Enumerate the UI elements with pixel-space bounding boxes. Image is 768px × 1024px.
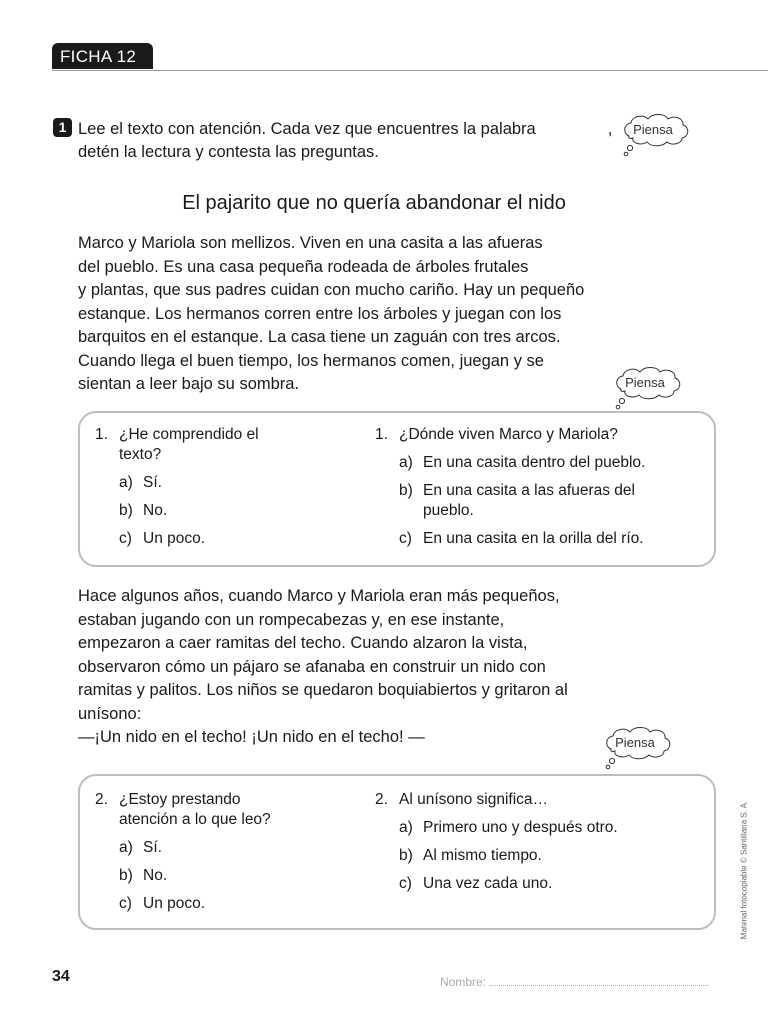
answer-option[interactable]: c) Un poco. <box>119 895 206 912</box>
answer-option[interactable]: c) En una casita en la orilla del río. <box>399 530 644 547</box>
text-line: observaron cómo un pájaro se afanaba en construir un nido con <box>78 657 546 676</box>
text-line: barquitos en el estanque. La casa tiene un zaguán con tres arcos. <box>78 328 561 346</box>
question: 1. ¿Dónde viven Marco y Mariola? <box>375 426 618 443</box>
answer-option[interactable]: b) No. <box>119 867 168 884</box>
text-line: ramitas y palitos. Los niños se quedaron boquiabiertos y gritaron al <box>78 681 568 699</box>
piensa-cloud-icon <box>621 112 693 158</box>
answer-option[interactable]: c) Una vez cada uno. <box>399 875 553 892</box>
answer-option[interactable]: b) Al mismo tiempo. <box>399 847 542 864</box>
copyright-notice: Material fotocopiable © Santillana S. A. <box>739 800 749 940</box>
text-line: Cuando llega el buen tiempo, los hermanos comen, juegan y se <box>78 351 544 370</box>
text-line: y plantas, que sus padres cuidan con mucho cariño. Hay un pequeño <box>78 281 585 299</box>
question-box-1-left <box>95 425 325 557</box>
text-line: estaban jugando con un rompecabezas y, en ese instante, <box>78 610 505 629</box>
question-box-1-right <box>375 425 695 557</box>
instruction-comma: , <box>607 120 613 138</box>
text-line: Marco y Mariola son mellizos. Viven en una casita a las afueras <box>78 234 543 252</box>
answer-option[interactable]: a) Sí. <box>119 474 162 491</box>
answer-option[interactable]: c) Un poco. <box>119 530 206 547</box>
text-line: del pueblo. Es una casa pequeña rodeada de árboles frutales <box>78 257 529 276</box>
question: 1. ¿He comprendido el texto? <box>95 426 259 463</box>
answer-option[interactable]: a) Sí. <box>119 839 162 856</box>
piensa-label: Piensa <box>625 375 665 390</box>
question: 2. Al unísono significa… <box>375 791 549 808</box>
question: 2. ¿Estoy prestando atención a lo que leo? <box>95 791 271 828</box>
story-paragraph-2 <box>78 585 678 750</box>
instruction-number-badge: 1 <box>53 118 72 137</box>
page-number: 34 <box>52 968 70 985</box>
answer-option[interactable]: b) En una casita a las afueras del pueblo. <box>399 482 635 519</box>
name-label: Nombre: <box>440 975 487 989</box>
piensa-label: Piensa <box>615 735 655 750</box>
question-box-2-right <box>375 790 695 902</box>
name-input-line[interactable] <box>490 985 708 986</box>
text-line: Hace algunos años, cuando Marco y Mariola eran más pequeños, <box>78 587 560 605</box>
instruction-text <box>78 118 708 164</box>
piensa-label: Piensa <box>633 122 673 137</box>
text-line: unísono: <box>78 704 142 723</box>
name-field[interactable] <box>440 975 708 989</box>
answer-option[interactable]: b) No. <box>119 502 168 519</box>
answer-option[interactable]: a) Primero uno y después otro. <box>399 819 618 836</box>
instruction-line2: detén la lectura y contesta las preguntas. <box>78 143 379 161</box>
story-title: El pajarito que no quería abandonar el nido <box>182 192 566 214</box>
text-line: —¡Un nido en el techo! ¡Un nido en el techo! — <box>78 728 425 746</box>
header-rule <box>52 70 768 71</box>
ficha-tab: FICHA 12 <box>52 43 153 69</box>
answer-option[interactable]: a) En una casita dentro del pueblo. <box>399 454 646 471</box>
text-line: sientan a leer bajo su sombra. <box>78 375 300 393</box>
instruction-line1: Lee el texto con atención. Cada vez que encuentres la palabra <box>78 120 536 138</box>
text-line: empezaron a caer ramitas del techo. Cuando alzaron la vista, <box>78 634 528 652</box>
question-box-2-left <box>95 790 335 922</box>
story-paragraph-1 <box>78 232 678 397</box>
text-line: estanque. Los hermanos corren entre los árboles y juegan con los <box>78 304 562 323</box>
